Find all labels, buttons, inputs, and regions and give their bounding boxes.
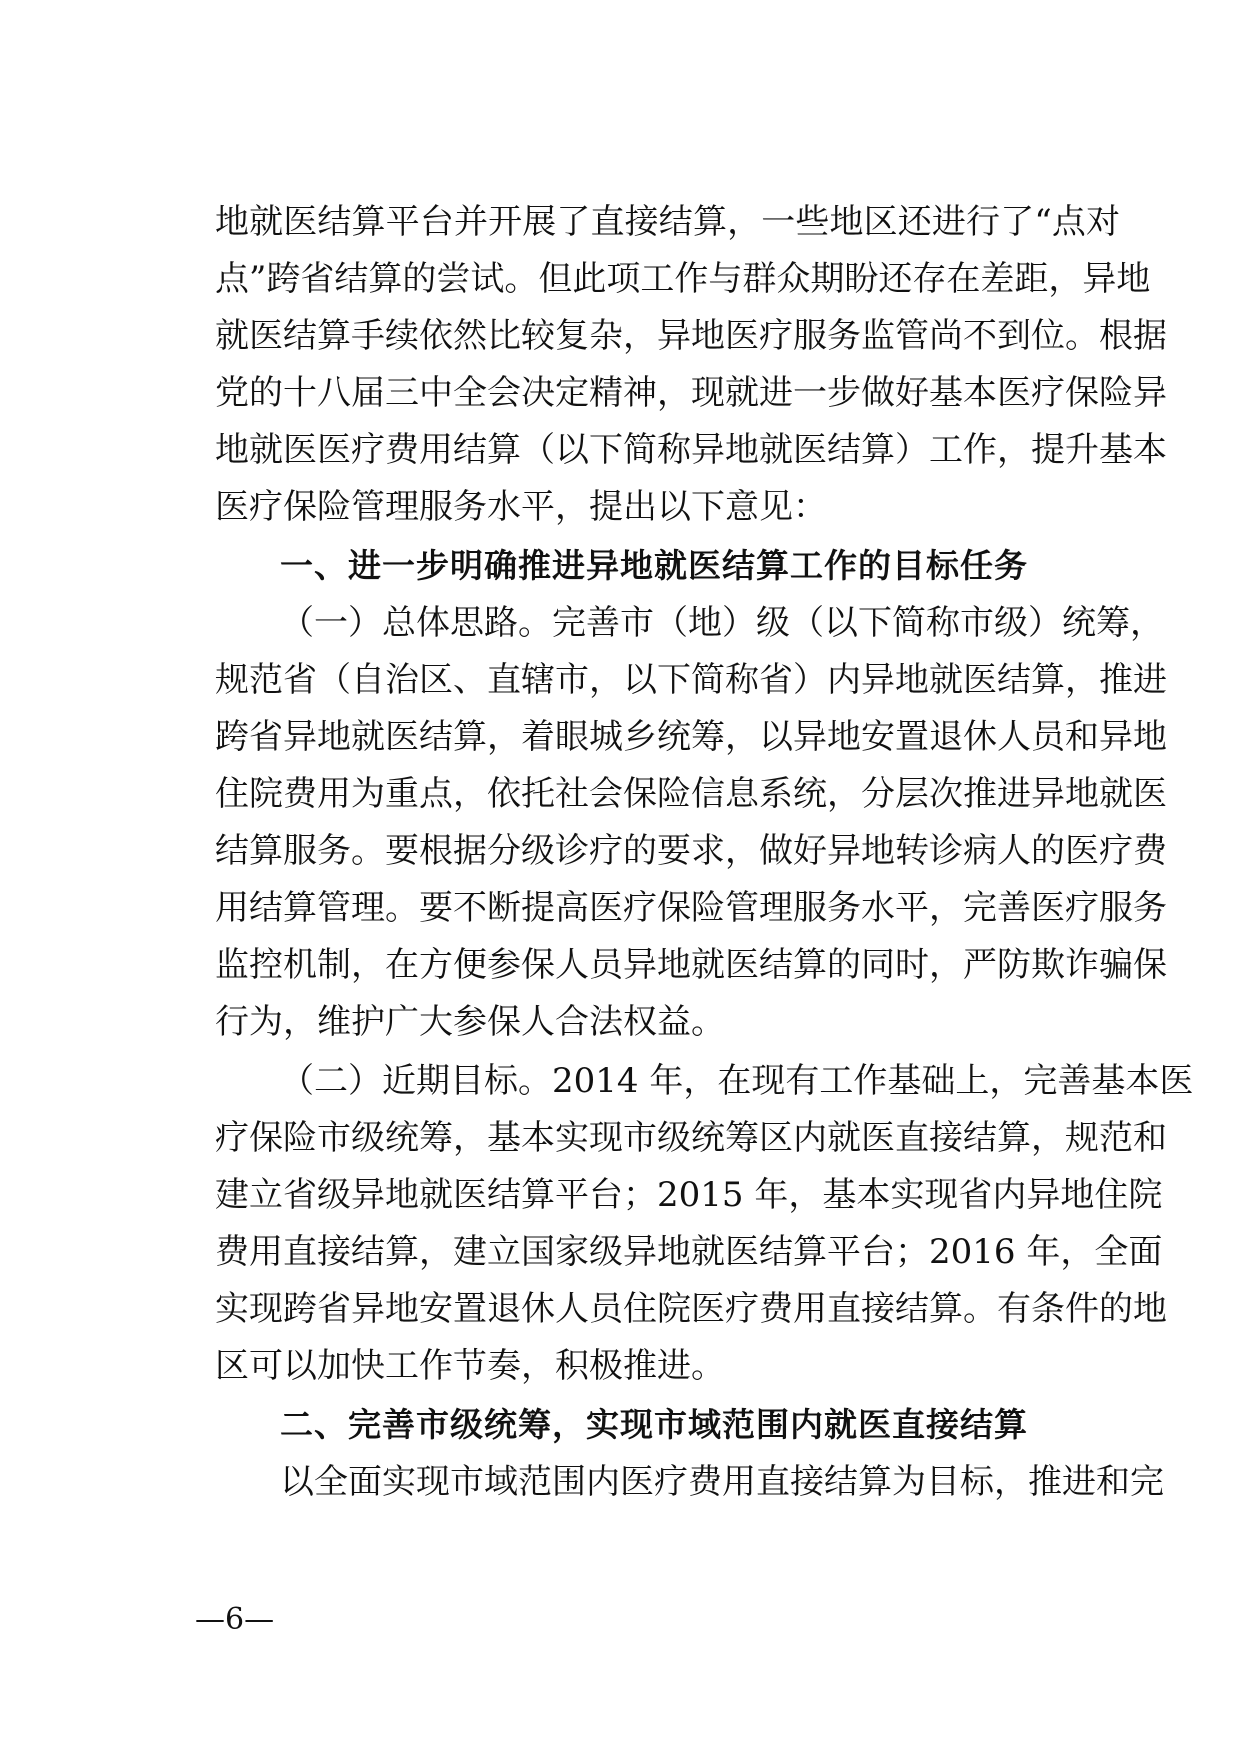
section-heading-1: 一、进一步明确推进异地就医结算工作的目标任务 <box>280 546 1028 585</box>
body-line: 就医结算手续依然比较复杂，异地医疗服务监管尚不到位。根据 <box>215 316 1167 356</box>
body-line: 费用直接结算，建立国家级异地就医结算平台；2016 年，全面 <box>215 1232 1163 1272</box>
body-line: 以全面实现市域范围内医疗费用直接结算为目标，推进和完 <box>280 1462 1164 1502</box>
section-heading-2: 二、完善市级统筹，实现市域范围内就医直接结算 <box>280 1405 1028 1444</box>
body-line: 实现跨省异地安置退休人员住院医疗费用直接结算。有条件的地 <box>215 1289 1167 1329</box>
body-line: 点”跨省结算的尝试。但此项工作与群众期盼还存在差距，异地 <box>215 259 1151 299</box>
body-line: 党的十八届三中全会决定精神，现就进一步做好基本医疗保险异 <box>215 373 1167 413</box>
body-line: 用结算管理。要不断提高医疗保险管理服务水平，完善医疗服务 <box>215 888 1167 928</box>
body-line: 住院费用为重点，依托社会保险信息系统，分层次推进异地就医 <box>215 774 1167 814</box>
body-line: 规范省（自治区、直辖市，以下简称省）内异地就医结算，推进 <box>215 660 1167 700</box>
body-line: 建立省级异地就医结算平台；2015 年，基本实现省内异地住院 <box>215 1175 1163 1215</box>
body-line: 地就医医疗费用结算（以下简称异地就医结算）工作，提升基本 <box>215 430 1167 470</box>
page-number: —6— <box>195 1602 275 1637</box>
body-line: （二）近期目标。2014 年，在现有工作基础上，完善基本医 <box>280 1061 1194 1101</box>
body-line: 地就医结算平台并开展了直接结算，一些地区还进行了“点对 <box>215 202 1120 242</box>
body-line: 区可以加快工作节奏，积极推进。 <box>215 1346 725 1386</box>
body-line: 行为，维护广大参保人合法权益。 <box>215 1002 725 1042</box>
body-line: 监控机制，在方便参保人员异地就医结算的同时，严防欺诈骗保 <box>215 945 1167 985</box>
body-line: （一）总体思路。完善市（地）级（以下简称市级）统筹， <box>280 603 1164 643</box>
body-line: 跨省异地就医结算，着眼城乡统筹，以异地安置退休人员和异地 <box>215 717 1167 757</box>
body-line: 结算服务。要根据分级诊疗的要求，做好异地转诊病人的医疗费 <box>215 831 1167 871</box>
body-line: 疗保险市级统筹，基本实现市级统筹区内就医直接结算，规范和 <box>215 1118 1167 1158</box>
body-line: 医疗保险管理服务水平，提出以下意见： <box>215 487 827 527</box>
